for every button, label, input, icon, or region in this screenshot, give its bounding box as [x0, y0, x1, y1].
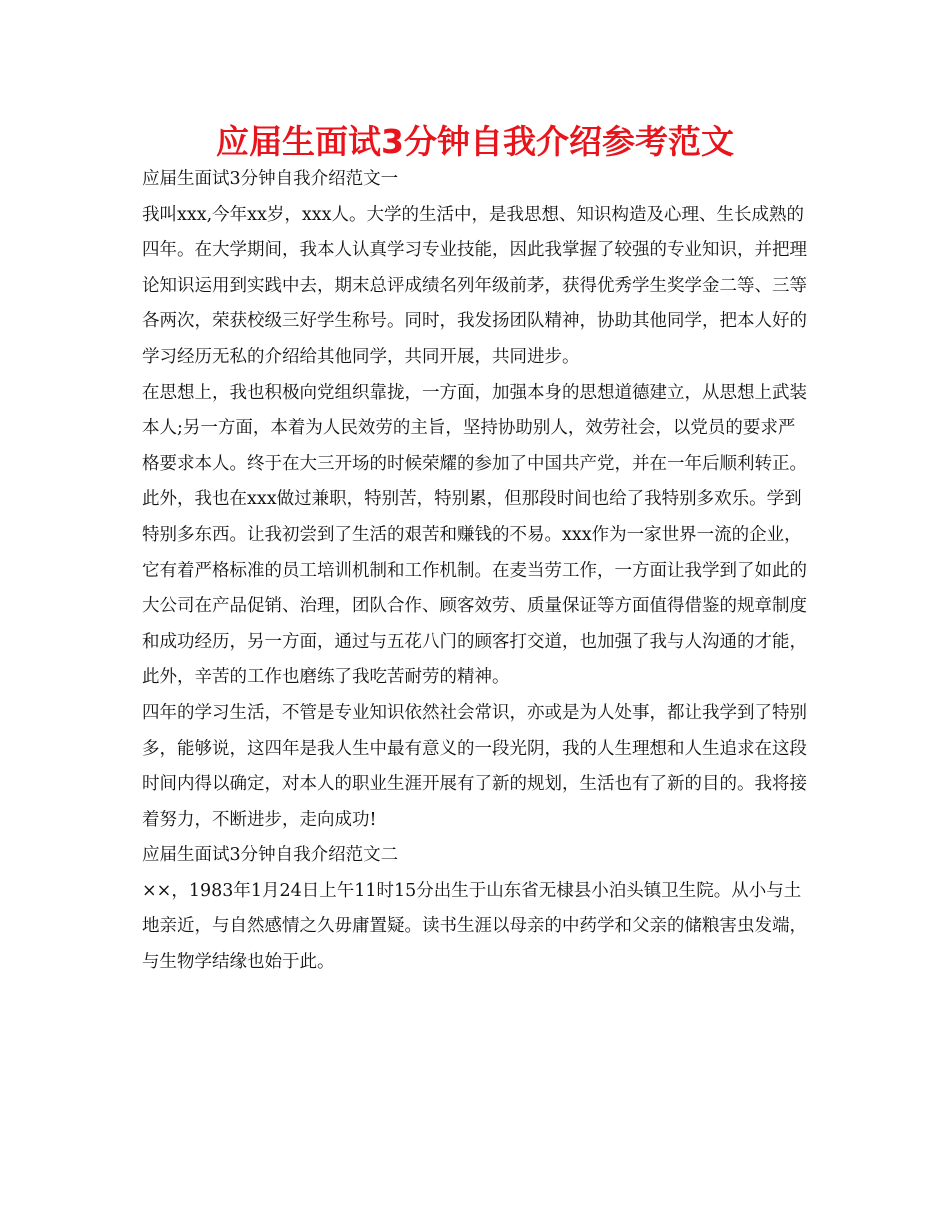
document-body [142, 162, 810, 981]
paragraph-introduction: 我叫xxx,今年xx岁，xxx人。大学的生活中，是我思想、知识构造及心理、生长成熟的四年。在大学期间，我本人认真学习专业技能，因此我掌握了较强的专业知识，并把理论知识运用到实践中去，期末总评成绩名列年级前茅，获得优秀学生奖学金二等、三等各两次，荣获校级三好学生称号。同时，我发扬团队精神，协助其他同学，把本人好的学习经历无私的介绍给其他同学，共同开展，共同进步。 [142, 204, 807, 367]
paragraph-part-time-work: 此外，我也在xxx做过兼职，特别苦，特别累，但那段时间也给了我特别多欢乐。学到特别多东西。让我初尝到了生活的艰苦和赚钱的不易。xxx作为一家世界一流的企业，它有着严格标准的员工培训机制和工作机制。在麦当劳工作，一方面让我学到了如此的大公司在产品促销、治理，团队合作、顾客效劳、质量保证等方面值得借鉴的规章制度和成功经历，另一方面，通过与五花八门的顾客打交道，也加强了我与人沟通的才能，此外，辛苦的工作也磨练了我吃苦耐劳的精神。 [142, 489, 807, 688]
section-heading-one: 应届生面试3分钟自我介绍范文一 [142, 169, 399, 189]
document-title: 应届生面试3分钟自我介绍参考范文 [216, 122, 734, 161]
paragraph-ideology: 在思想上，我也积极向党组织靠拢，一方面，加强本身的思想道德建立，从思想上武装本人;另一方面，本着为人民效劳的主旨，坚持协助别人，效劳社会，以党员的要求严格要求本人。终于在大三开场的时候荣耀的参加了中国共产党，并在一年后顺利转正。 [142, 382, 807, 474]
paragraph-biography: ××，1983年1月24日上午11时15分出生于山东省无棣县小泊头镇卫生院。从小与土地亲近，与自然感情之久毋庸置疑。读书生涯以母亲的中药学和父亲的储粮害虫发端，与生物学结缘也始于此。 [142, 880, 807, 973]
paragraph-summary: 四年的学习生活，不管是专业知识依然社会常识，亦或是为人处事，都让我学到了特别多，能够说，这四年是我人生中最有意义的一段光阴，我的人生理想和人生追求在这段时间内得以确定，对本人的职业生涯开展有了新的规划，生活也有了新的目的。我将接着努力，不断进步，走向成功! [142, 702, 807, 830]
section-heading-two: 应届生面试3分钟自我介绍范文二 [142, 845, 399, 866]
